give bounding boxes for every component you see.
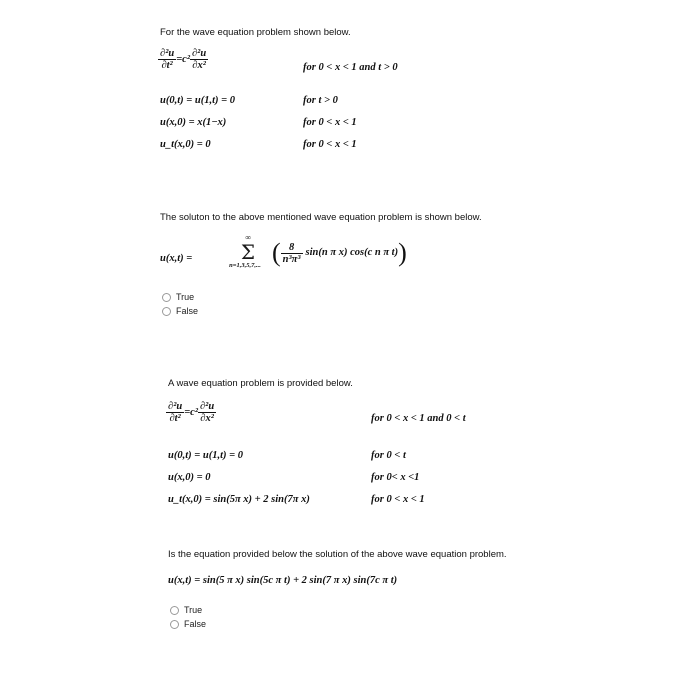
radio-button[interactable] xyxy=(170,606,179,615)
q1-pde: $\frac{\text{∂²u}}{\text{∂t²}}$ =c² $\frac{\text{∂²u}}{\text{∂x²}}$ xyxy=(160,48,207,71)
q2-bc-eq: u(0,t) = u(1,t) = 0 xyxy=(168,450,243,461)
sum-upper-limit: ∞ xyxy=(245,233,251,242)
q2-ic1-cond: for 0< x <1 xyxy=(371,472,420,483)
q1-solution-intro: The soluton to the above mentioned wave equation problem is shown below. xyxy=(160,212,482,223)
q1-options xyxy=(162,290,198,318)
q1-option-false[interactable]: False xyxy=(162,304,198,318)
q1-solution-lhs: u(x,t) = xyxy=(160,253,193,264)
sum-index: n=1,3,5,7,... xyxy=(229,262,261,269)
q1-ic2-eq: u_t(x,0) = 0 xyxy=(160,139,211,150)
q1-ic1-cond: for 0 < x < 1 xyxy=(303,117,357,128)
q1-option-true[interactable]: True xyxy=(162,290,198,304)
q1-ic2-cond: for 0 < x < 1 xyxy=(303,139,357,150)
q1-summation xyxy=(228,233,268,270)
paren-open: ( xyxy=(272,238,281,267)
q2-question: Is the equation provided below the solution of the above wave equation problem. xyxy=(168,549,507,560)
q1-bc-eq: u(0,t) = u(1,t) = 0 xyxy=(160,95,235,106)
paren-close: ) xyxy=(398,238,407,267)
q2-option-false[interactable]: False xyxy=(170,617,206,631)
radio-button[interactable] xyxy=(162,307,171,316)
sigma-symbol: Σ xyxy=(240,240,256,264)
q1-solution-rhs: ( $\frac{8}{\text{n³π³}}$ sin(n π x) cos(c n π t)) xyxy=(272,238,407,267)
q2-ic2-eq: u_t(x,0) = sin(5π x) + 2 sin(7π x) xyxy=(168,494,310,505)
q2-intro: A wave equation problem is provided below. xyxy=(168,378,353,389)
q2-ic2-cond: for 0 < x < 1 xyxy=(371,494,425,505)
q2-pde: $\frac{\text{∂²u}}{\text{∂t²}}$ =c² $\frac{\text{∂²u}}{\text{∂x²}}$ xyxy=(168,401,215,424)
q2-option-true[interactable]: True xyxy=(170,603,206,617)
q1-intro: For the wave equation problem shown below. xyxy=(160,27,351,38)
q2-options xyxy=(170,603,206,631)
q2-pde-condition: for 0 < x < 1 and 0 < t xyxy=(371,413,466,424)
q2-bc-cond: for 0 < t xyxy=(371,450,406,461)
q2-ic1-eq: u(x,0) = 0 xyxy=(168,472,211,483)
q1-ic1-eq: u(x,0) = x(1−x) xyxy=(160,117,227,128)
radio-button[interactable] xyxy=(170,620,179,629)
q2-candidate-solution: u(x,t) = sin(5 π x) sin(5c π t) + 2 sin(7 π x) sin(7c π t) xyxy=(168,575,398,586)
radio-button[interactable] xyxy=(162,293,171,302)
q1-pde-condition: for 0 < x < 1 and t > 0 xyxy=(303,62,398,73)
q1-bc-cond: for t > 0 xyxy=(303,95,338,106)
